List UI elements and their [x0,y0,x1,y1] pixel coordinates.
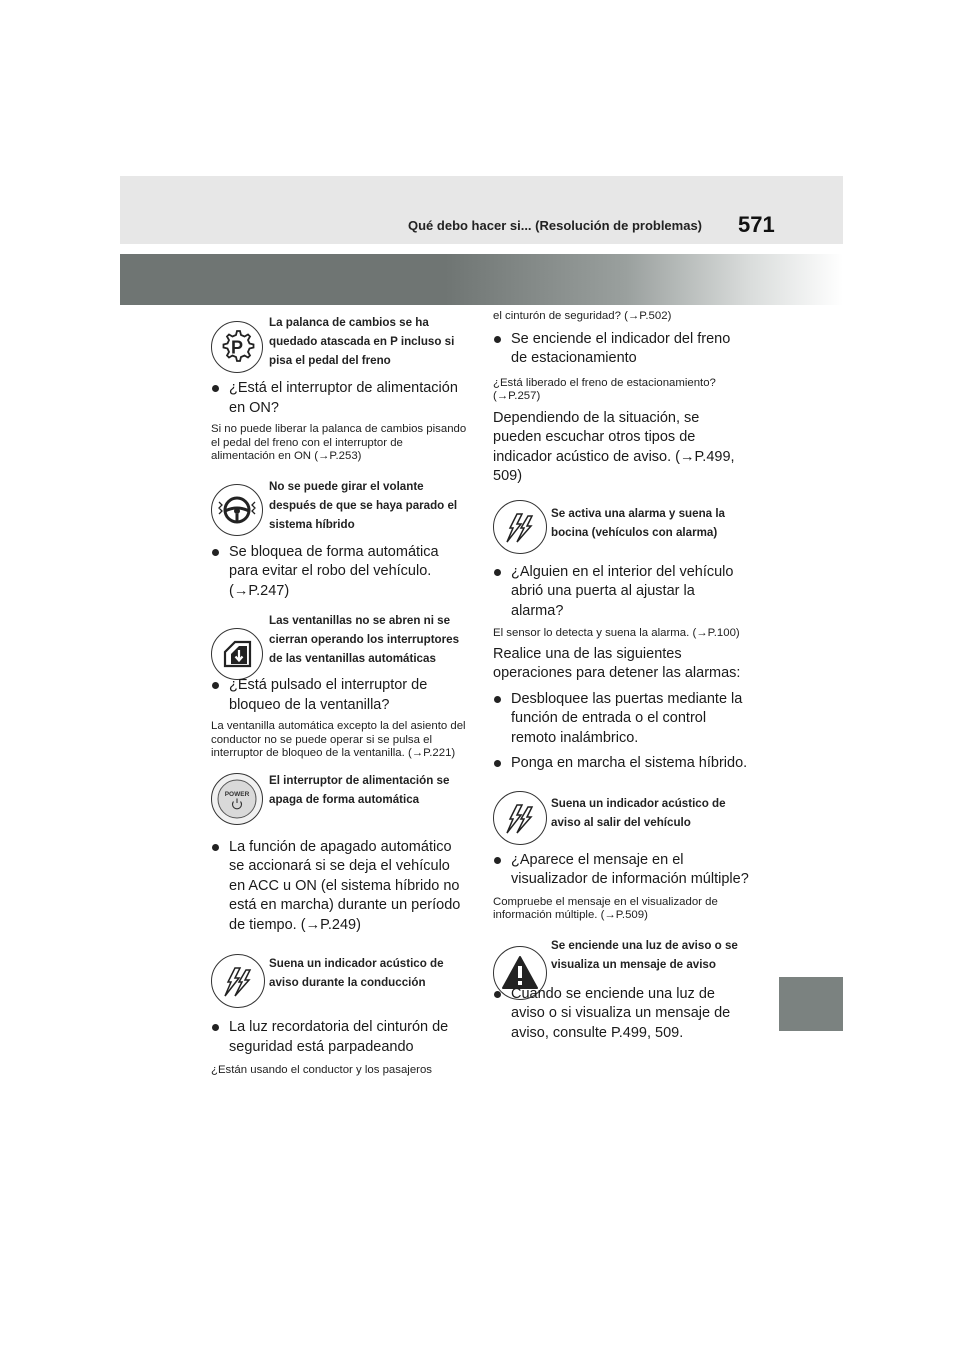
list-item: La luz recordatoria del cinturón de seguridad está parpadeando [211,1018,469,1057]
power-button-icon [211,773,263,825]
buzzer-exit-section [493,794,749,832]
chapter-bar [120,254,843,305]
list-item: ¿Alguien en el interior del vehículo abrió una puerta al ajustar la alarma? [493,563,749,622]
section-heading: Suena un indicador acústico de aviso al salir del vehículo [551,796,726,829]
windows-section [211,611,469,668]
note-text: El sensor lo detecta y suena la alarma. (→P.100) [493,627,740,639]
section-title: Qué debo hacer si... (Resolución de problemas) [408,218,703,233]
section-heading: El interruptor de alimentación se apaga de forma automática [269,773,450,806]
section-heading: Se enciende una luz de aviso o se visualiza un mensaje de aviso [551,938,738,971]
steering-wheel-lock-icon [211,484,263,536]
warning-buzzer-icon [211,954,265,1008]
list-item: Desbloquee las puertas mediante la función de entrada o el control remoto inalámbrico. [493,690,749,749]
chapter-tab [779,977,843,1031]
page-number: 571 [738,212,775,237]
warning-light-section [493,936,749,974]
right-column [493,305,749,1043]
note-text: Si no puede liberar la palanca de cambios pisando el pedal del freno con el interruptor de alimentación en ON (→P.253) [211,423,467,462]
alarm-section [493,504,749,542]
list-item: La función de apagado automático se accionará si se deja el vehículo en ACC u ON (el sistema híbrido no está en marcha) durante un período de tiempo. (→P.249) [211,838,469,936]
note-text: Compruebe el mensaje en el visualizador de información múltiple. (→P.509) [493,895,718,921]
list-item: Cuando se enciende una luz de aviso o si visualiza un mensaje de aviso, consulte P.499, 509. [493,985,749,1044]
power-off-section [211,771,469,809]
section-heading: Suena un indicador acústico de aviso durante la conducción [269,957,444,989]
note-text: el cinturón de seguridad? (→P.502) [493,310,672,322]
list-item: Ponga en marcha el sistema híbrido. [493,754,749,774]
section-heading: Las ventanillas no se abren ni se cierran operando los interruptores de las ventanillas automáticas [269,614,460,665]
svg-text:P: P [230,337,244,358]
steering-lock-section [211,477,469,534]
paragraph: Realice una de las siguientes operaciones para detener las alarmas: [493,645,741,681]
warning-buzzer-icon [493,791,547,845]
list-item: Se bloquea de forma automática para evitar el robo del vehículo. (→P.247) [211,543,469,602]
shift-lock-section [211,313,469,370]
shift-park-gear-icon [211,321,263,373]
section-heading: La palanca de cambios se ha quedado atascada en P incluso si pisa el pedal del freno [269,316,455,367]
section-heading: No se puede girar el volante después de que se haya parado el sistema híbrido [269,479,458,531]
note-text: ¿Están usando el conductor y los pasajeros [211,1064,432,1076]
section-heading: Se activa una alarma y suena la bocina (vehículos con alarma) [551,506,726,539]
buzzer-driving-section [211,954,469,992]
header-band [120,176,843,244]
window-lock-icon [211,628,263,680]
list-item: ¿Aparece el mensaje en el visualizador de información múltiple? [493,851,749,890]
list-item: Se enciende el indicador del freno de estacionamiento [493,330,749,369]
left-column [211,305,469,1078]
list-item: ¿Está pulsado el interruptor de bloqueo de la ventanilla? [211,676,469,715]
note-text: ¿Está liberado el freno de estacionamiento? (→P.257) [493,376,716,402]
note-text: La ventanilla automática excepto la del asiento del conductor no se puede operar si se pulsa el interruptor de bloqueo de la ventanilla. (→P.221) [211,720,466,759]
paragraph: Dependiendo de la situación, se pueden escuchar otros tipos de indicador acústico de aviso. (→P.499, 509) [493,409,735,484]
power-label: POWER [224,790,250,798]
alarm-horn-icon [493,500,547,554]
list-item: ¿Está el interruptor de alimentación en ON? [211,379,469,418]
